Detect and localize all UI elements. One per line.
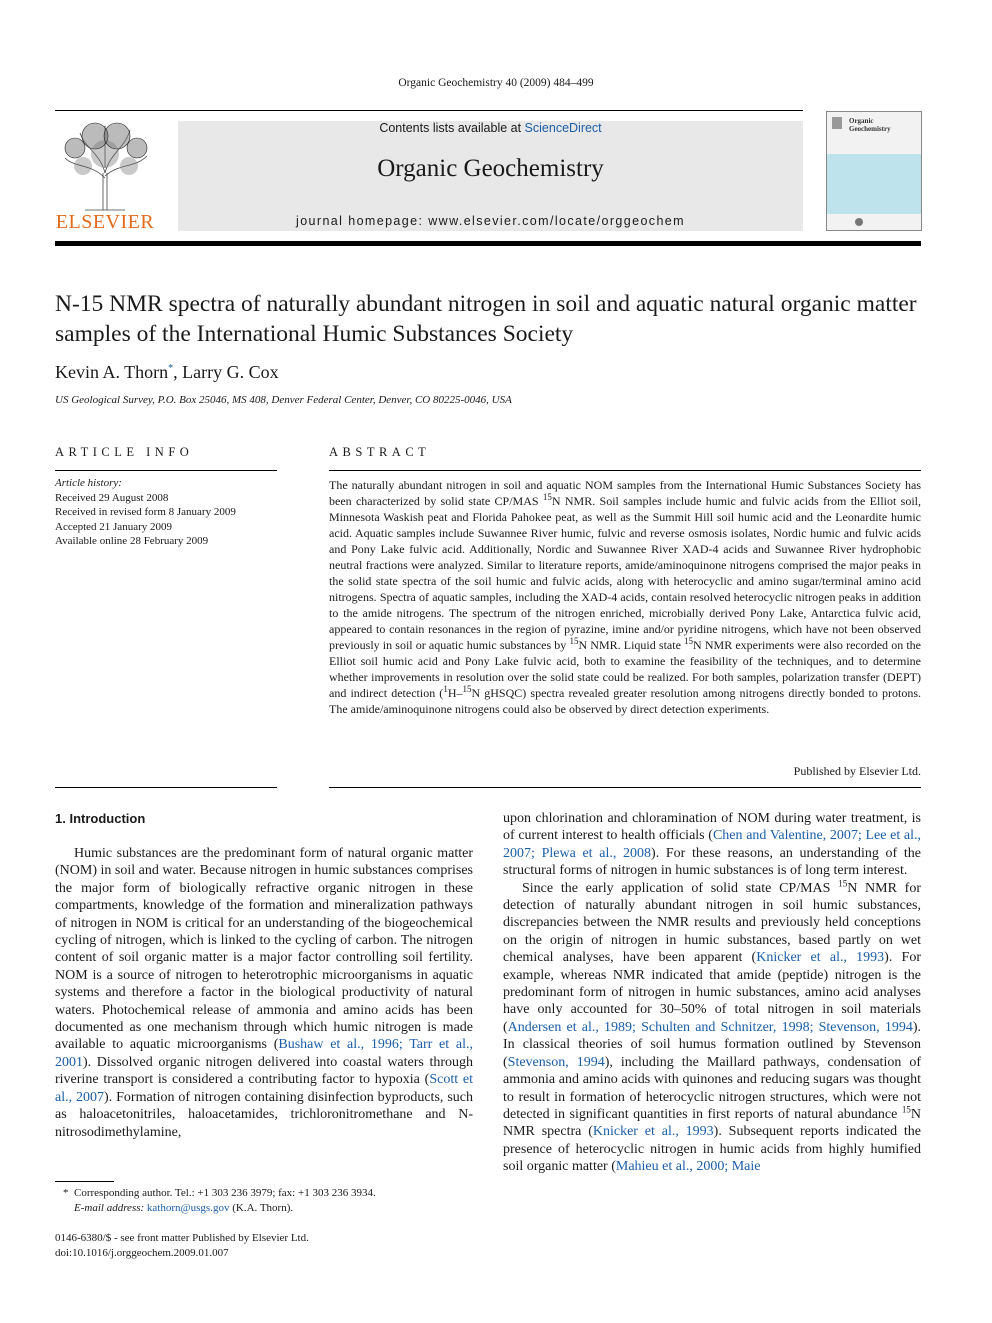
elsevier-tree-icon xyxy=(55,118,155,213)
page-footer xyxy=(55,1231,309,1260)
corresponding-footnote: * Corresponding author. Tel.: +1 303 236 3979; fax: +1 303 236 3934. E-mail address: kathorn@usgs.gov (K.A. Thorn). xyxy=(63,1187,376,1214)
published-by: Published by Elsevier Ltd. xyxy=(793,764,921,778)
header-top-rule xyxy=(55,110,803,111)
reference-link[interactable]: Mahieu et al., 2000; Maie xyxy=(615,1159,761,1175)
article-info-heading: ARTICLE INFO xyxy=(55,445,194,459)
journal-cover xyxy=(826,111,922,231)
sciencedirect-link[interactable]: ScienceDirect xyxy=(524,121,602,135)
elsevier-logo xyxy=(55,118,155,233)
divider xyxy=(55,470,277,471)
reference-link[interactable]: Knicker et al., 1993 xyxy=(592,1124,714,1140)
received-date: Received 29 August 2008 xyxy=(55,491,169,504)
contents-line: Contents lists available at ScienceDirect xyxy=(379,121,602,135)
affiliation: US Geological Survey, P.O. Box 25046, MS 408, Denver Federal Center, Denver, CO 80225-0046, USA xyxy=(55,394,512,406)
reference-link[interactable]: Knicker et al., 1993 xyxy=(756,950,885,966)
paragraph: Humic substances are the predominant form of natural organic matter (NOM) in soil and water. Because nitrogen in humic substances comprises the major form of biologically refractive organic nitrogen in these compartments, knowledge of the formation and mineralization pathways of nitrogen in NOM is critical for an understanding of the biogeochemical cycling of nitrogen, which is linked to the cycling of carbon. The nitrogen content of soil organic matter is a major factor controlling soil fertility. NOM is a source of nitrogen to heterotrophic microorganisms in aquatic systems and therefore a factor in the biological productivity of natural waters. Photochemical release of ammonia and amino acids has been documented as one mechanism through which humic nitrogen is made available to aquatic microorganisms (Bushaw et al., 1996; Tarr et al., 2001). Dissolved organic nitrogen delivered into coastal waters through riverine transport is considered a contributing factor to hypoxia (Scott et al., 2007). Formation of nitrogen containing disinfection byproducts, such as haloacetonitriles, haloacetamides, trichloronitromethane and N-nitrosodimethylamine, xyxy=(55,846,473,1140)
doi-line[interactable]: doi:10.1016/j.orggeochem.2009.01.007 xyxy=(55,1246,229,1259)
issn-line: 0146-6380/$ - see front matter Published by Elsevier Ltd. xyxy=(55,1232,309,1244)
history-label: Article history: xyxy=(55,477,122,489)
corresponding-author-mark[interactable]: * xyxy=(168,363,174,374)
accepted-date: Accepted 21 January 2009 xyxy=(55,520,172,533)
author-name: Kevin A. Thorn xyxy=(55,362,169,382)
article-title: N-15 NMR spectra of naturally abundant nitrogen in soil and aquatic natural organic matter samples of the International Humic Substances Society xyxy=(55,291,917,347)
abstract-text: The naturally abundant nitrogen in soil and aquatic NOM samples from the International Humic Substances Society has been characterized by solid state CP/MAS $^{15}$N NMR. Soil samples include humic and fulvic acids from the Elliot soil, Minnesota Waskish peat and Florida Pahokee peat, as well as the Summit Hill soil humic acid and the Leonardite humic acid. Aquatic samples include Suwannee River humic, fulvic and reverse osmosis isolates, Nordic humic and fulvic acids and Pony Lake fulvic acid. Additionally, Nordic and Suwannee River XAD-4 acids and Suwannee River hydrophobic neutral fractions were analyzed. Similar to literature reports, amide/aminoquinone nitrogens comprised the major peaks in the solid state spectra of the soil humic and fulvic acids, along with heterocyclic and amino sugar/terminal amino acid nitrogens. Spectra of aquatic samples, including the XAD-4 acids, contain resolved heterocyclic nitrogen peaks in addition to the amide nitrogens. The spectrum of the nitrogen enriched, microbially derived Pony Lake, Antarctica fulvic acid, appeared to contain resonances in the region of pyrazine, imine and/or pyridine nitrogens, which have not been observed previously in soil or aquatic humic substances by $^{15}$N NMR. Liquid state $^{15}$N NMR experiments were also recorded on the Elliot soil humic acid and Pony Lake fulvic acid, both to examine the feasibility of the techniques, and to determine whether improvements in resolution over the solid state could be realized. For both samples, polarization transfer (DEPT) and indirect detection ($^1$H–$^{15}$N gHSQC) spectra revealed greater resolution among nitrogens directly bonded to protons. The amide/aminoquinone nitrogens could also be observed by direct detection experiments. xyxy=(329,478,922,716)
reference-link[interactable]: Stevenson, 1994 xyxy=(507,1054,605,1070)
reference-link[interactable]: Chen and Valentine, 2007; Lee et al., 2007; Plewa et al., 2008 xyxy=(503,828,921,861)
revised-date: Received in revised form 8 January 2009 xyxy=(55,506,236,518)
email-link[interactable]: kathorn@usgs.gov xyxy=(146,1201,230,1214)
section-heading-introduction: 1. Introduction xyxy=(55,811,146,826)
elsevier-wordmark: ELSEVIER xyxy=(55,211,155,233)
body-column-left xyxy=(55,845,473,1141)
author-name: , Larry G. Cox xyxy=(173,362,279,382)
journal-citation: Organic Geochemistry 40 (2009) 484–499 xyxy=(398,77,594,89)
paragraph: upon chlorination and chloramination of NOM during water treatment, is of current interest to health officials (Chen and Valentine, 2007; Lee et al., 2007; Plewa et al., 2008). For these reasons, an understanding of the structural forms of nitrogen in humic substances is of long term interest. xyxy=(503,811,921,879)
reference-link[interactable]: Scott et al., 2007 xyxy=(55,1072,473,1105)
abstract-heading: ABSTRACT xyxy=(329,445,431,459)
article-history xyxy=(55,476,277,549)
header-bottom-rule xyxy=(55,241,921,246)
body-column-right xyxy=(503,810,921,1176)
footnote-rule xyxy=(55,1181,114,1182)
online-date: Available online 28 February 2009 xyxy=(55,535,209,547)
divider xyxy=(55,787,277,788)
divider xyxy=(329,787,921,788)
cover-title: Organic Geochemistry xyxy=(849,117,891,133)
journal-name: Organic Geochemistry xyxy=(377,155,604,182)
cover-logo-icon xyxy=(832,117,842,129)
journal-homepage[interactable]: journal homepage: www.elsevier.com/locate/orggeochem xyxy=(296,214,685,228)
author-list xyxy=(55,362,279,383)
paragraph: Since the early application of solid state CP/MAS $^{15}$N NMR for detection of naturally abundant nitrogen in soil humic substances, discrepancies between the NMR results and previously held conceptions on the origin of nitrogen in humic substances, based partly on wet chemical analyses, have been apparent (Knicker et al., 1993). For example, whereas NMR indicated that amide (peptide) nitrogen is the predominant form of nitrogen in humic substances, amino acid analyses have only accounted for 30–50% of total nitrogen in soil materials (Andersen et al., 1989; Schulten and Schnitzer, 1998; Stevenson, 1994). In classical theories of soil humus formation outlined by Stevenson (Stevenson, 1994), including the Maillard pathways, condensation of ammonia and amino acids with quinones and reducing sugars was thought to result in formation of heterocyclic nitrogen structures, which were not detected in significant quantities in first reports of natural abundance $^{15}$N NMR spectra (Knicker et al., 1993). Subsequent reports indicated the presence of heterocyclic nitrogen in humic acids from highly humified soil organic matter (Mahieu et al., 2000; Maie xyxy=(503,877,922,1175)
reference-link[interactable]: Andersen et al., 1989; Schulten and Schnitzer, 1998; Stevenson, 1994 xyxy=(507,1019,913,1035)
cover-publisher-icon xyxy=(855,218,863,226)
divider xyxy=(329,470,921,471)
journal-header xyxy=(178,121,803,231)
reference-link[interactable]: Bushaw et al., 1996; Tarr et al., 2001 xyxy=(55,1037,473,1070)
